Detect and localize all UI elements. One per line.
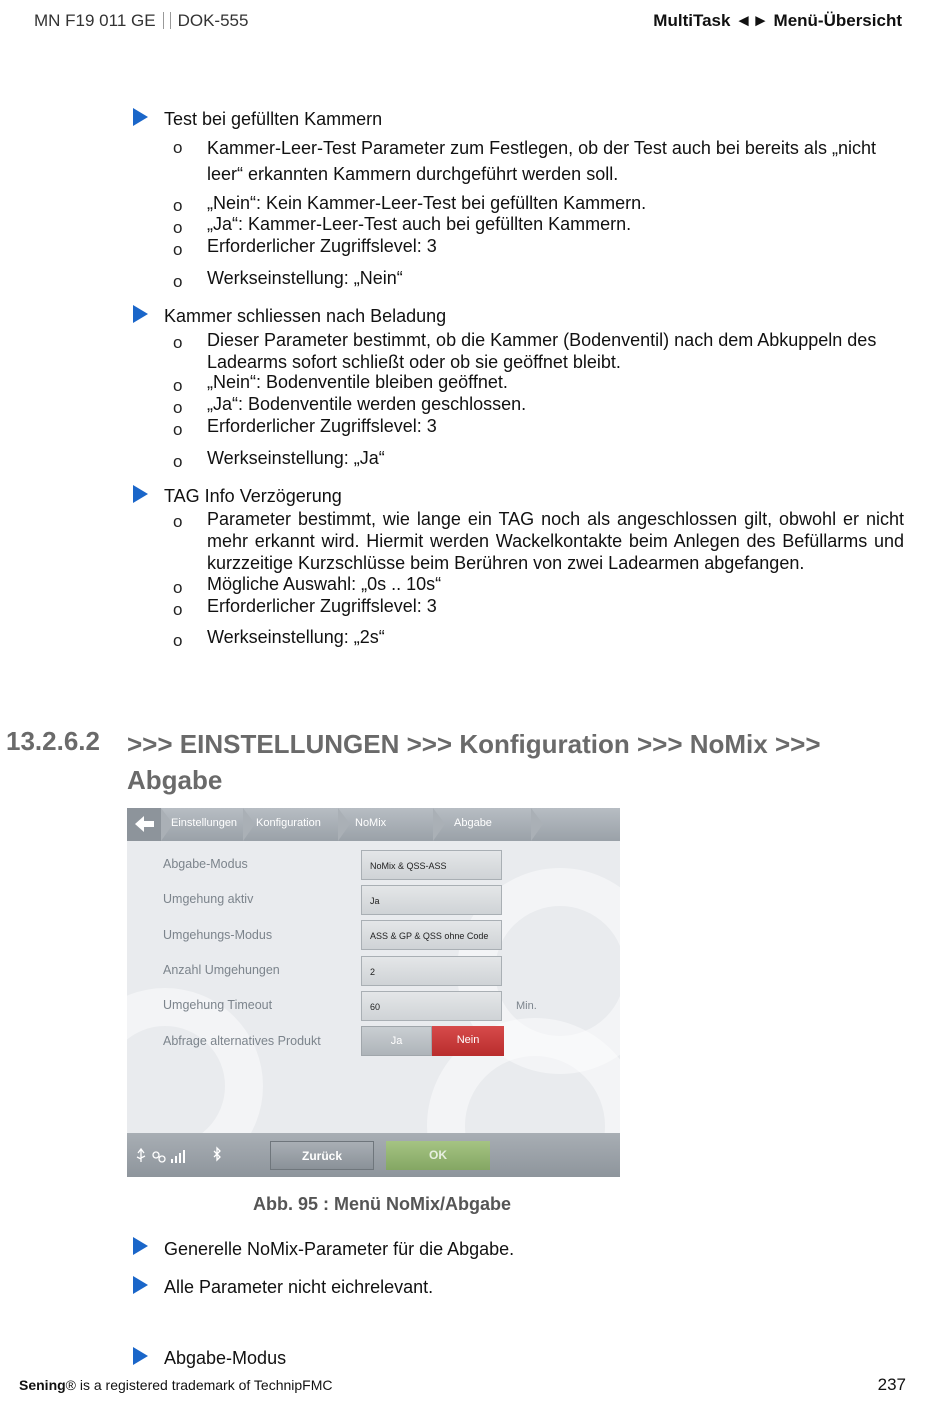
section-title: TAG Info Verzögerung [164, 486, 342, 506]
breadcrumb-chevron [243, 808, 255, 841]
field-label: Abgabe-Modus [163, 857, 248, 871]
next-section-title: Abgabe-Modus [164, 1348, 287, 1368]
list-item: „Ja“: Kammer-Leer-Test auch bei gefüllten Kammern. [207, 214, 632, 234]
figure-caption: Abb. 95 : Menü NoMix/Abgabe [252, 1194, 511, 1214]
timeout-unit: Min. [516, 1000, 537, 1012]
bullet-arrow-icon [133, 485, 148, 503]
list-marker: o [173, 512, 183, 531]
list-item: Werkseinstellung: „Nein“ [207, 268, 403, 288]
list-item: Mögliche Auswahl: „0s .. 10s“ [207, 574, 442, 594]
list-item: Parameter bestimmt, wie lange ein TAG noch als angeschlossen gilt, obwohl er nicht mehr erkannt wird. Hiermit werden Wackelkontakte beim Anlegen des Befüllarms und kurzzeitige Kurzschlüsse beim Berühren von zwei Ladearmen abgefangen. [207, 509, 904, 573]
field-label: Umgehung aktiv [163, 892, 254, 906]
usb-icon [137, 1149, 145, 1162]
breadcrumb-item[interactable]: Einstellungen [171, 817, 238, 829]
umgehung-timeout-input[interactable]: 60 [361, 991, 502, 1021]
toggle-nein-button[interactable]: Nein [432, 1026, 504, 1056]
list-item: Werkseinstellung: „2s“ [207, 627, 385, 647]
list-item: Kammer-Leer-Test Parameter zum Festlegen, ob der Test auch bei bereits als „nicht leer“ erkannten Kammern durchgeführt werden soll. [207, 138, 876, 184]
header-doc-id [34, 11, 248, 31]
brand-name: Sening [19, 1377, 66, 1393]
abgabe-modus-select[interactable]: NoMix & QSS-ASS [361, 850, 502, 880]
bluetooth-icon [214, 1148, 220, 1160]
back-arrow-button[interactable] [127, 808, 161, 841]
list-marker: o [173, 196, 183, 215]
back-arrow-icon [127, 808, 161, 841]
list-item: Erforderlicher Zugriffslevel: 3 [207, 416, 437, 436]
list-marker: o [173, 600, 183, 619]
list-marker: o [173, 272, 183, 291]
breadcrumb-item[interactable]: NoMix [355, 817, 387, 829]
bullet-arrow-icon [133, 305, 148, 323]
list-item: Dieser Parameter bestimmt, ob die Kammer (Bodenventil) nach dem Abkuppeln des Ladearms sofort schließt oder ob sie geöffnet bleibt. [207, 330, 877, 372]
bullet-arrow-icon [133, 1276, 148, 1294]
breadcrumb-item[interactable]: Abgabe [454, 817, 492, 829]
doc-number: DOK-555 [177, 11, 249, 30]
umgehung-aktiv-select[interactable]: Ja [361, 885, 502, 915]
list-item: Erforderlicher Zugriffslevel: 3 [207, 596, 437, 616]
list-marker: o [173, 376, 183, 395]
umgehungs-modus-select[interactable]: ASS & GP & QSS ohne Code [361, 920, 502, 950]
heading-title: >>> EINSTELLUNGEN >>> Konfiguration >>> NoMix >>> Abgabe [127, 729, 821, 795]
list-item: „Nein“: Bodenventile bleiben geöffnet. [207, 372, 508, 392]
breadcrumb-item[interactable]: Konfiguration [256, 817, 321, 829]
header-section-title: MultiTask ◄► Menü-Übersicht [653, 11, 902, 30]
trademark-text: ® is a registered trademark of TechnipFMC [65, 1377, 333, 1393]
list-marker: o [173, 333, 183, 352]
field-label: Umgehungs-Modus [163, 928, 273, 942]
list-marker: o [173, 240, 183, 259]
list-item: „Ja“: Bodenventile werden geschlossen. [207, 394, 527, 414]
link-icon [153, 1152, 165, 1162]
breadcrumb-chevron [531, 808, 543, 841]
page-number: 237 [877, 1375, 906, 1394]
list-marker: o [173, 420, 183, 439]
field-label: Anzahl Umgehungen [163, 963, 280, 977]
list-marker: o [173, 398, 183, 417]
note-text: Alle Parameter nicht eichrelevant. [164, 1277, 434, 1297]
field-label: Abfrage alternatives Produkt [163, 1034, 321, 1048]
list-marker: o [173, 631, 183, 650]
list-item: Erforderlicher Zugriffslevel: 3 [207, 236, 437, 256]
list-marker: o [173, 452, 183, 471]
anzahl-umgehungen-input[interactable]: 2 [361, 956, 502, 986]
bullet-arrow-icon [133, 1237, 148, 1255]
field-label: Umgehung Timeout [163, 998, 273, 1012]
breadcrumb-chevron [433, 808, 445, 841]
list-item: „Nein“: Kein Kammer-Leer-Test bei gefüllten Kammern. [207, 193, 647, 213]
heading-number: 13.2.6.2 [6, 726, 100, 756]
bullet-arrow-icon [133, 1347, 148, 1365]
breadcrumb-chevron [338, 808, 350, 841]
section-title: Test bei gefüllten Kammern [164, 109, 383, 129]
signal-icon [171, 1150, 185, 1163]
menu-screenshot [127, 808, 620, 1177]
list-marker: o [173, 218, 183, 237]
header-separator [163, 12, 171, 29]
status-icons [135, 1146, 225, 1166]
bullet-arrow-icon [133, 108, 148, 126]
doc-code: MN F19 011 GE [34, 11, 156, 30]
footer-trademark [19, 1377, 333, 1393]
list-marker: o [173, 138, 183, 157]
section-title: Kammer schliessen nach Beladung [164, 306, 447, 326]
list-item: Werkseinstellung: „Ja“ [207, 448, 385, 468]
note-text: Generelle NoMix-Parameter für die Abgabe. [164, 1239, 515, 1259]
zurueck-button[interactable]: Zurück [270, 1141, 374, 1170]
ok-button[interactable]: OK [386, 1141, 490, 1170]
list-marker: o [173, 578, 183, 597]
toggle-ja-button[interactable]: Ja [361, 1026, 432, 1056]
